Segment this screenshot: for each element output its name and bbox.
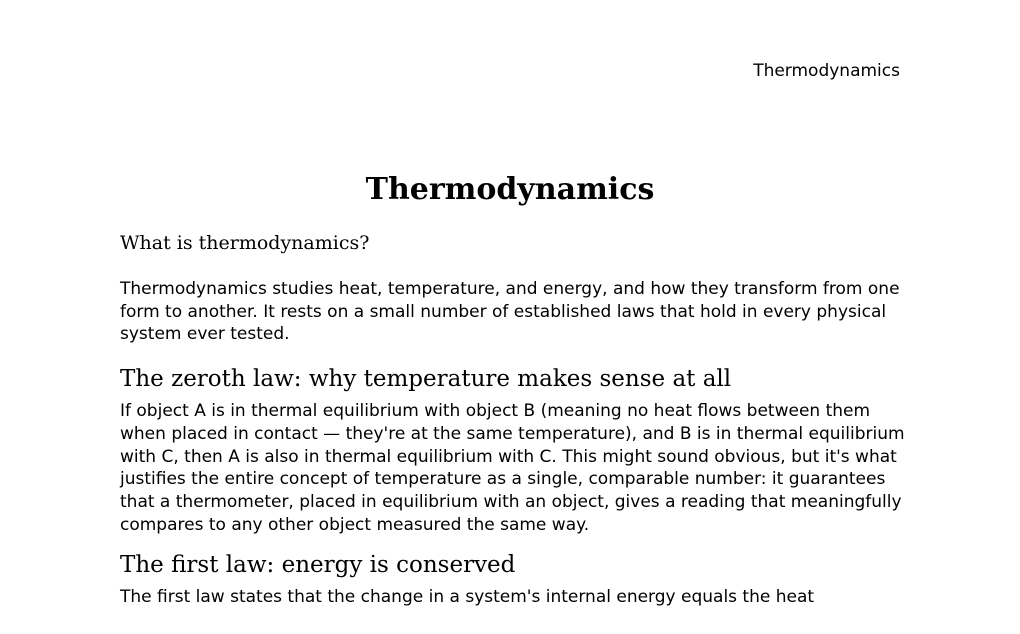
- document-body: [120, 230, 910, 623]
- running-header: Thermodynamics: [753, 61, 900, 81]
- intro-paragraph: Thermodynamics studies heat, temperature, and energy, and how they transform from one form to another. It rests on a small number of established laws that hold in every physical system ever tested.: [120, 279, 900, 345]
- section-heading-zeroth-law: The zeroth law: why temperature makes sense at all: [120, 366, 732, 393]
- page-title: Thermodynamics: [365, 172, 655, 207]
- section-heading-first-law: The first law: energy is conserved: [120, 552, 516, 579]
- section-body-first-law: The first law states that the change in a system's internal energy equals the heat: [120, 587, 815, 608]
- section-body-zeroth-law: If object A is in thermal equilibrium with object B (meaning no heat flows between them when placed in contact — they're at the same temperature), and B is in thermal equilibrium with C, then A is also in thermal equilibrium with C. This might sound obvious, but it's what justifies the entire concept of temperature as a single, comparable number: it guarantees that a thermometer, placed in equilibrium with an object, gives a reading that meaningfully compares to any other object measured the same way.: [120, 401, 905, 535]
- document-subtitle: What is thermodynamics?: [120, 232, 370, 254]
